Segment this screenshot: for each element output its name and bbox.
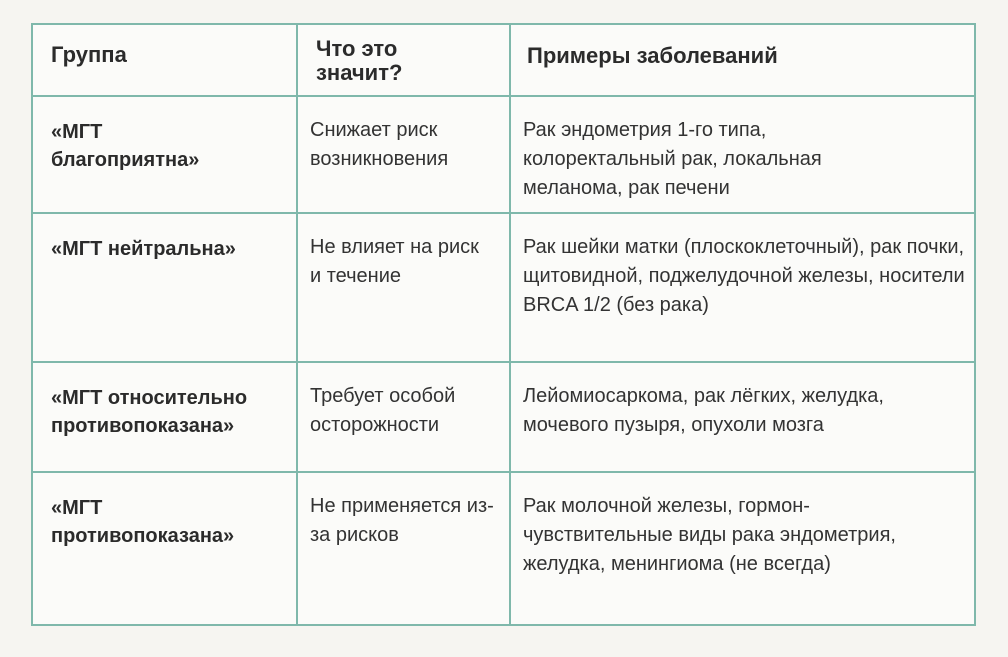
header-group-label: Группа xyxy=(51,42,127,67)
cell-meaning xyxy=(297,96,510,213)
header-group xyxy=(32,24,297,96)
examples-text: Лейомиосаркома, рак лёгких, желудка, мочевого пузыря, опухоли мозга xyxy=(523,385,884,436)
mht-cancer-groups-table xyxy=(31,23,976,626)
cell-group xyxy=(32,213,297,362)
header-examples xyxy=(510,24,975,96)
meaning-text: Требует особой осторожности xyxy=(310,385,456,436)
cell-examples xyxy=(510,96,975,213)
table-header-row xyxy=(32,24,975,96)
examples-text: Рак эндометрия 1-го типа, колоректальный рак, локальная меланома, рак печени xyxy=(523,119,822,199)
group-label: «МГТ противопоказана» xyxy=(51,497,235,547)
cell-group xyxy=(32,96,297,213)
cell-examples xyxy=(510,362,975,472)
header-meaning-label: Что это значит? xyxy=(316,36,403,85)
group-label: «МГТ нейтральна» xyxy=(51,238,236,260)
cell-examples xyxy=(510,472,975,625)
group-label: «МГТ относительно противопоказана» xyxy=(51,387,248,437)
table-row xyxy=(32,96,975,213)
meaning-text: Не применяется из-за рисков xyxy=(310,495,494,546)
meaning-text: Снижает риск возникновения xyxy=(310,119,449,170)
cell-examples xyxy=(510,213,975,362)
cell-meaning xyxy=(297,362,510,472)
cell-group xyxy=(32,362,297,472)
group-label: «МГТ благоприятна» xyxy=(51,121,200,171)
cell-meaning xyxy=(297,472,510,625)
header-meaning xyxy=(297,24,510,96)
header-examples-label: Примеры заболеваний xyxy=(527,43,778,68)
table-row xyxy=(32,362,975,472)
cell-group xyxy=(32,472,297,625)
table-row xyxy=(32,213,975,362)
examples-text: Рак молочной железы, гормон-чувствительные виды рака эндометрия, желудка, менингиома (не всегда) xyxy=(523,495,896,575)
examples-text: Рак шейки матки (плоскоклеточный), рак почки, щитовидной, поджелудочной железы, носители BRCA 1/2 (без рака) xyxy=(523,236,965,316)
table-row xyxy=(32,472,975,625)
meaning-text: Не влияет на риск и течение xyxy=(310,236,479,287)
cell-meaning xyxy=(297,213,510,362)
